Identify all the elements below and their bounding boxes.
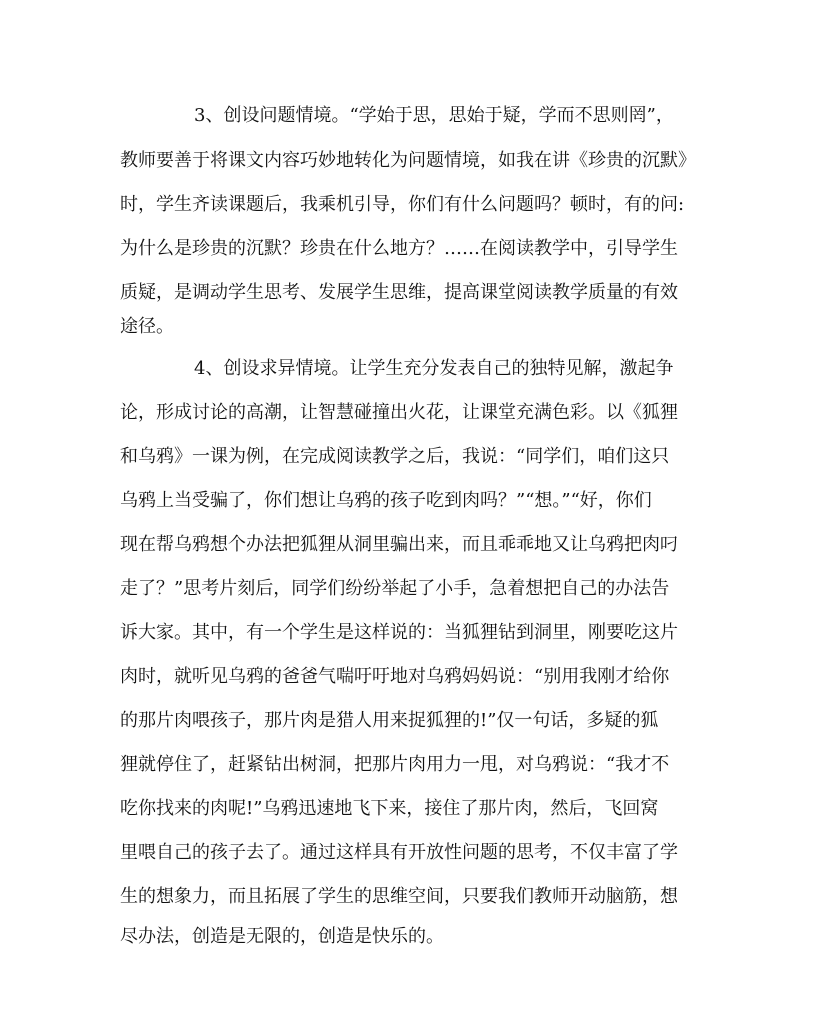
text-line: 的那片肉喂孩子，那片肉是猎人用来捉狐狸的!”仅一句话，多疑的狐: [120, 710, 659, 731]
text-line: 途径。: [120, 316, 174, 337]
text-line: 质疑，是调动学生思考、发展学生思维，提高课堂阅读教学质量的有效: [120, 282, 678, 303]
text-line: 乌鸦上当受骗了，你们想让乌鸦的孩子吃到肉吗？”“想。”“好，你们: [120, 490, 652, 511]
text-line: 时，学生齐读课题后，我乘机引导，你们有什么问题吗？顿时，有的问:: [120, 194, 685, 215]
text-line: 3、创设问题情境。“学始于思，思始于疑，学而不思则罔”，: [194, 105, 674, 126]
text-line: 论，形成讨论的高潮，让智慧碰撞出火花，让课堂充满色彩。以《狐狸: [120, 402, 678, 423]
text-line: 走了？”思考片刻后，同学们纷纷举起了小手，急着想把自己的办法告: [120, 578, 670, 599]
text-line: 肉时，就听见乌鸦的爸爸气喘吁吁地对乌鸦妈妈说：“别用我刚才给你: [120, 666, 670, 687]
text-line: 4、创设求异情境。让学生充分发表自己的独特见解，激起争: [194, 358, 674, 379]
text-line: 尽办法，创造是无限的，创造是快乐的。: [120, 926, 444, 947]
text-line: 狸就停住了，赶紧钻出树洞，把那片肉用力一甩，对乌鸦说：“我才不: [120, 754, 670, 775]
text-line: 生的想象力，而且拓展了学生的思维空间，只要我们教师开动脑筋，想: [120, 886, 678, 907]
text-line: 和乌鸦》一课为例，在完成阅读教学之后，我说：“同学们，咱们这只: [120, 446, 670, 467]
text-line: 为什么是珍贵的沉默？珍贵在什么地方？……在阅读教学中，引导学生: [120, 238, 678, 259]
text-line: 里喂自己的孩子去了。通过这样具有开放性问题的思考，不仅丰富了学: [120, 842, 678, 863]
text-line: 现在帮乌鸦想个办法把狐狸从洞里骗出来，而且乖乖地又让乌鸦把肉叼: [120, 534, 678, 555]
text-line: 诉大家。其中，有一个学生是这样说的：当狐狸钻到洞里，刚要吃这片: [120, 622, 678, 643]
text-line: 教师要善于将课文内容巧妙地转化为问题情境，如我在讲《珍贵的沉默》: [120, 150, 696, 171]
text-line: 吃你找来的肉呢!”乌鸦迅速地飞下来，接住了那片肉，然后，飞回窝: [120, 798, 659, 819]
